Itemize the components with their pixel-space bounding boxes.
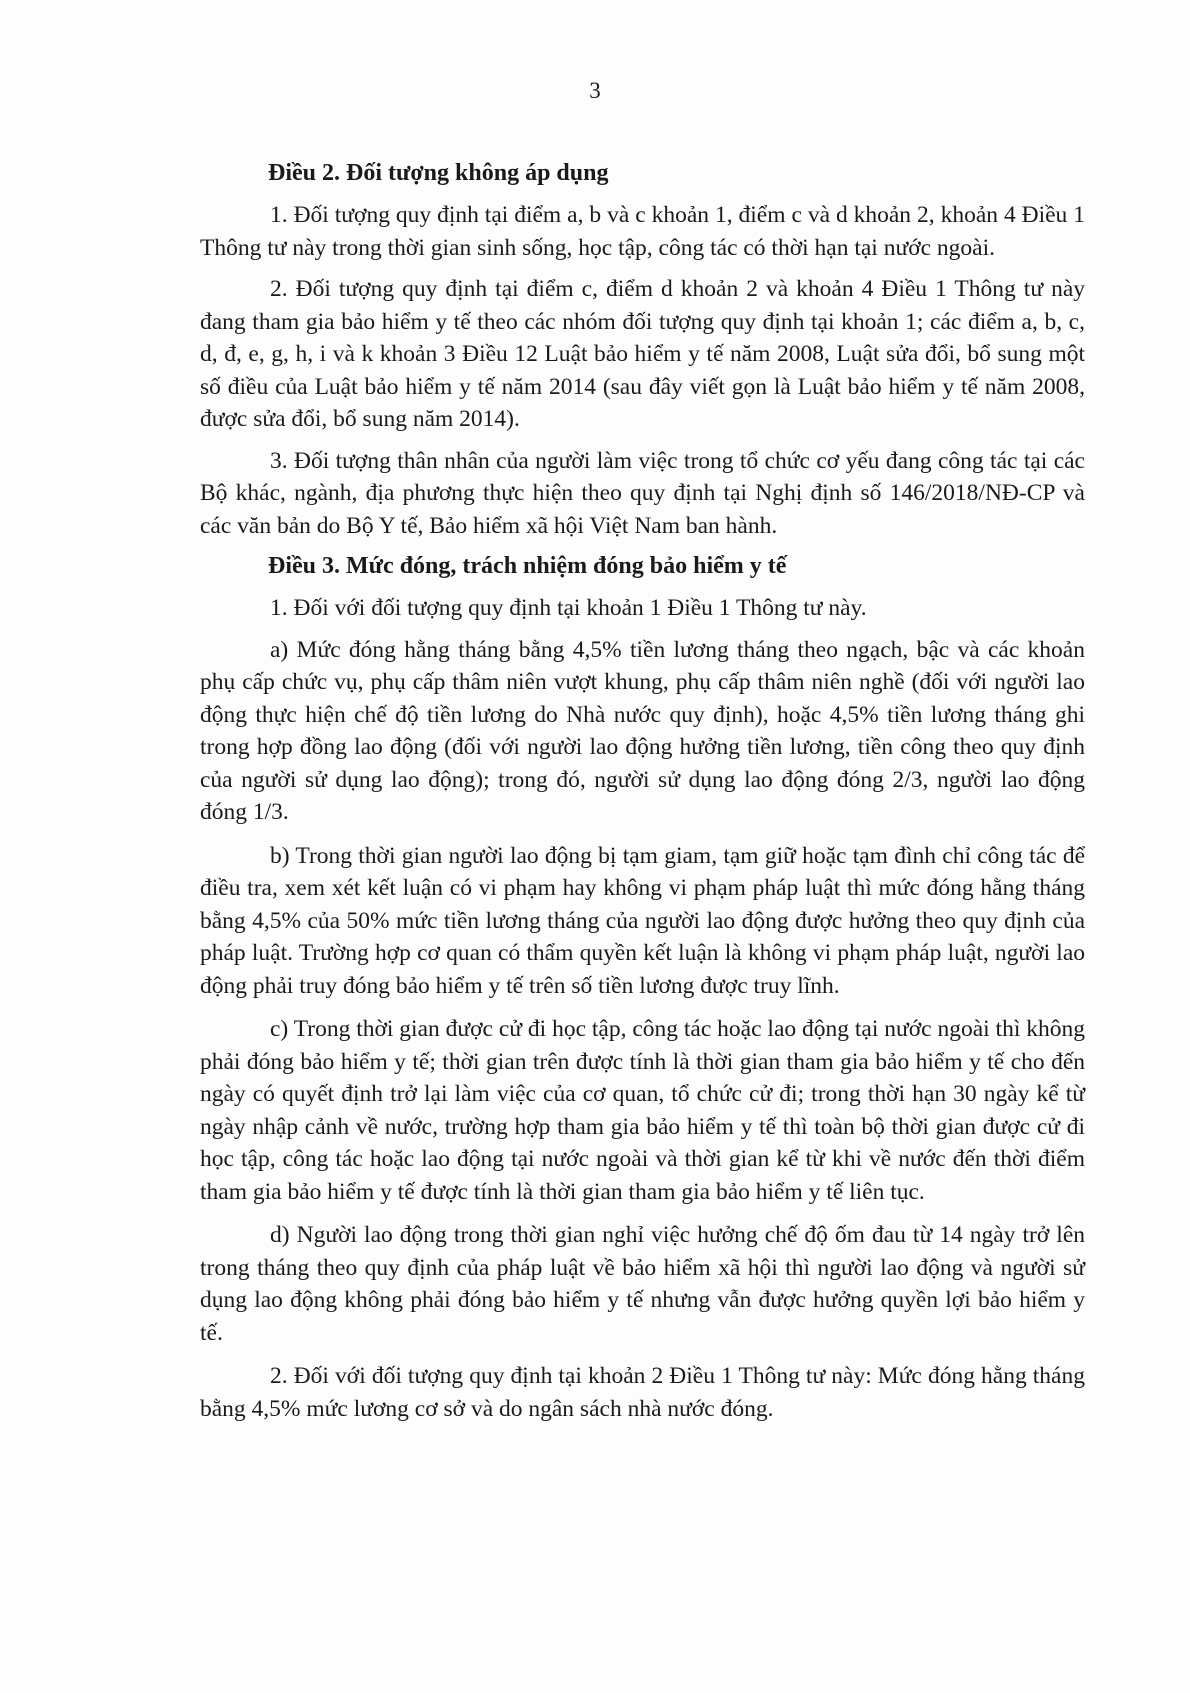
page-number: 3 [589,78,601,103]
article-3-paragraph-1: 1. Đối với đối tượng quy định tại khoản 1 Điều 1 Thông tư này. [270,595,867,621]
article-3-paragraph-2: 2. Đối với đối tượng quy định tại khoản 2 Điều 1 Thông tư này: Mức đóng hằng tháng bằng 4,5% mức lương cơ sở và do ngân sách nhà nước đóng. [200,1363,1085,1422]
article-2-paragraph-1: 1. Đối tượng quy định tại điểm a, b và c khoản 1, điểm c và d khoản 2, khoản 4 Điều 1 Thông tư này trong thời gian sinh sống, học tập, công tác có thời hạn tại nước ngoài. [200,202,1085,261]
article-3-heading: Điều 3. Mức đóng, trách nhiệm đóng bảo hiểm y tế [268,553,787,579]
article-2-paragraph-2: 2. Đối tượng quy định tại điểm c, điểm d khoản 2 và khoản 4 Điều 1 Thông tư này đang tham gia bảo hiểm y tế theo các nhóm đối tượng quy định tại khoản 1; các điểm a, b, c, d, đ, e, g, h, i và k khoản 3 Điều 12 Luật bảo hiểm y tế năm 2008, Luật sửa đổi, bổ sung một số điều của Luật bảo hiểm y tế năm 2014 (sau đây viết gọn là Luật bảo hiểm y tế năm 2008, được sửa đổi, bổ sung năm 2014). [200,276,1085,432]
article-3-point-c: c) Trong thời gian được cử đi học tập, công tác hoặc lao động tại nước ngoài thì không phải đóng bảo hiểm y tế; thời gian trên được tính là thời gian tham gia bảo hiểm y tế cho đến ngày có quyết định trở lại làm việc của cơ quan, tổ chức cử đi; trong thời hạn 30 ngày kể từ ngày nhập cảnh về nước, trường hợp tham gia bảo hiểm y tế thì toàn bộ thời gian được cử đi học tập, công tác hoặc lao động tại nước ngoài và thời gian kể từ khi về nước đến thời điểm tham gia bảo hiểm y tế được tính là thời gian tham gia bảo hiểm y tế liên tục. [200,1016,1085,1205]
article-2-paragraph-3: 3. Đối tượng thân nhân của người làm việc trong tổ chức cơ yếu đang công tác tại các Bộ khác, ngành, địa phương thực hiện theo quy định tại Nghị định số 146/2018/NĐ-CP và các văn bản do Bộ Y tế, Bảo hiểm xã hội Việt Nam ban hành. [200,447,1085,539]
article-3-point-b: b) Trong thời gian người lao động bị tạm giam, tạm giữ hoặc tạm đình chỉ công tác để điều tra, xem xét kết luận có vi phạm hay không vi phạm pháp luật thì mức đóng hằng tháng bằng 4,5% của 50% mức tiền lương tháng của người lao động được hưởng theo quy định của pháp luật. Trường hợp cơ quan có thẩm quyền kết luận là không vi phạm pháp luật, người lao động phải truy đóng bảo hiểm y tế trên số tiền lương được truy lĩnh. [200,842,1085,999]
article-2-heading: Điều 2. Đối tượng không áp dụng [268,160,609,186]
article-3-point-a: a) Mức đóng hằng tháng bằng 4,5% tiền lương tháng theo ngạch, bậc và các khoản phụ cấp chức vụ, phụ cấp thâm niên vượt khung, phụ cấp thâm niên nghề (đối với người lao động thực hiện chế độ tiền lương do Nhà nước quy định), hoặc 4,5% tiền lương tháng ghi trong hợp đồng lao động (đối với người lao động hưởng tiền lương, tiền công theo quy định của người sử dụng lao động); trong đó, người sử dụng lao động đóng 2/3, người lao động đóng 1/3. [200,636,1085,825]
article-3-point-d: d) Người lao động trong thời gian nghỉ việc hưởng chế độ ốm đau từ 14 ngày trở lên trong tháng theo quy định của pháp luật về bảo hiểm xã hội thì người lao động và người sử dụng lao động không phải đóng bảo hiểm y tế nhưng vẫn được hưởng quyền lợi bảo hiểm y tế. [200,1222,1085,1346]
document-body [200,158,1085,1434]
